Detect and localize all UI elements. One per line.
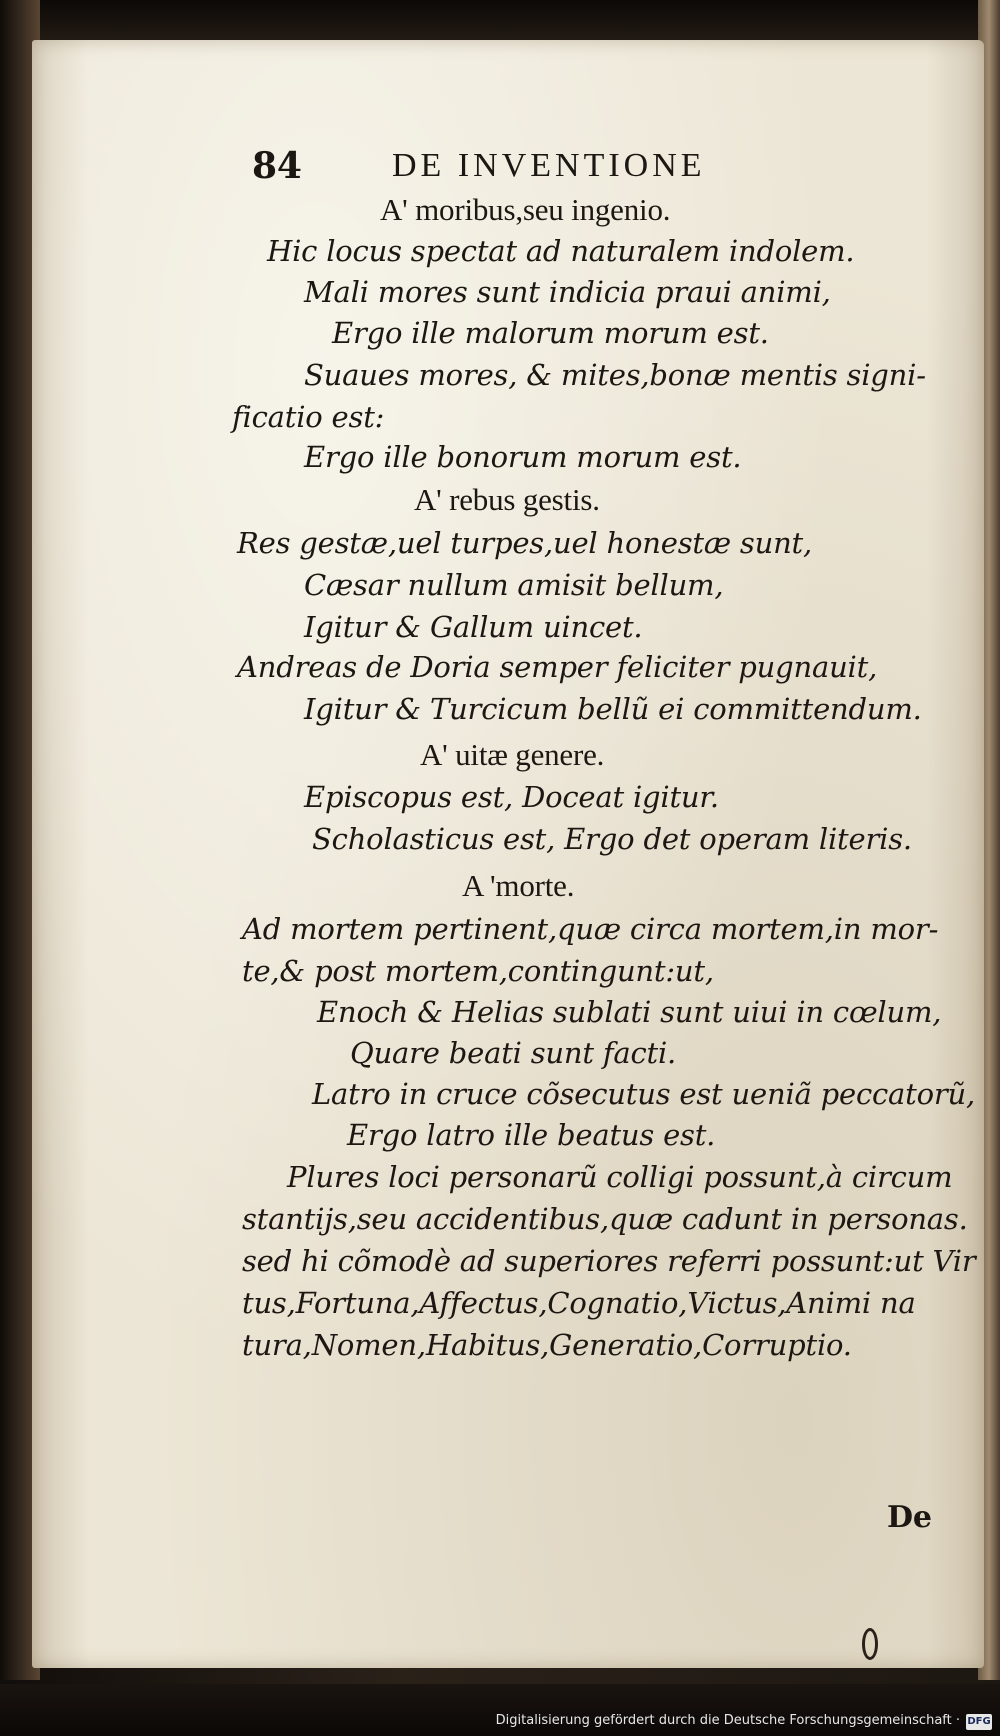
text-line: Scholasticus est, Ergo det operam literis.: [312, 822, 912, 856]
text-line: ficatio est:: [232, 400, 385, 434]
text-line: Ergo latro ille beatus est.: [347, 1118, 716, 1152]
text-line: Ergo ille bonorum morum est.: [304, 440, 742, 474]
text-line: tus,Fortuna,Affectus,Cognatio,Victus,Animi na: [242, 1286, 916, 1320]
text-line: te,& post mortem,contingunt:ut,: [242, 954, 714, 988]
text-line: Igitur & Turcicum bellũ ei committendum.: [304, 692, 922, 726]
text-line: Andreas de Doria semper feliciter pugnauit,: [237, 650, 878, 684]
funding-credit: Digitalisierung gefördert durch die Deutsche Forschungsgemeinschaft ·: [495, 1713, 960, 1728]
text-line: Ad mortem pertinent,quæ circa mortem,in mor-: [242, 912, 939, 946]
catchword: De: [887, 1500, 932, 1535]
text-line: Igitur & Gallum uincet.: [304, 610, 643, 644]
section-heading: A' uitæ genere.: [420, 737, 605, 772]
section-heading: A' moribus,seu ingenio.: [380, 192, 671, 227]
book-page: [32, 40, 984, 1668]
text-line: Cæsar nullum amisit bellum,: [304, 568, 724, 602]
text-line: Ergo ille malorum morum est.: [332, 316, 769, 350]
section-heading: A 'morte.: [462, 868, 575, 903]
text-line: Enoch & Helias sublati sunt uiui in cœlum,: [317, 995, 942, 1029]
signature-mark: [862, 1628, 878, 1660]
running-head: DE INVENTIONE: [392, 147, 706, 184]
text-line: Latro in cruce cõsecutus est ueniã peccatorũ,: [312, 1077, 975, 1111]
text-line: Episcopus est, Doceat igitur.: [304, 780, 719, 814]
dfg-logo-icon: DFG: [966, 1714, 992, 1730]
text-line: Hic locus spectat ad naturalem indolem.: [267, 234, 855, 268]
text-line: Res gestæ,uel turpes,uel honestæ sunt,: [237, 526, 813, 560]
text-line: tura,Nomen,Habitus,Generatio,Corruptio.: [242, 1328, 852, 1362]
top-binding-strip: [0, 0, 1000, 42]
text-line: Plures loci personarũ colligi possunt,à circum: [287, 1160, 953, 1194]
text-line: Suaues mores, & mites,bonæ mentis signi-: [304, 358, 926, 392]
page-number: 84: [252, 145, 302, 187]
footer-bar: [0, 1684, 1000, 1736]
text-line: Mali mores sunt indicia praui animi,: [304, 275, 831, 309]
text-line: Quare beati sunt facti.: [350, 1036, 677, 1070]
text-line: stantijs,seu accidentibus,quæ cadunt in personas.: [242, 1202, 968, 1236]
section-heading: A' rebus gestis.: [414, 482, 600, 517]
text-line: sed hi cõmodè ad superiores referri possunt:ut Vir: [242, 1244, 976, 1278]
